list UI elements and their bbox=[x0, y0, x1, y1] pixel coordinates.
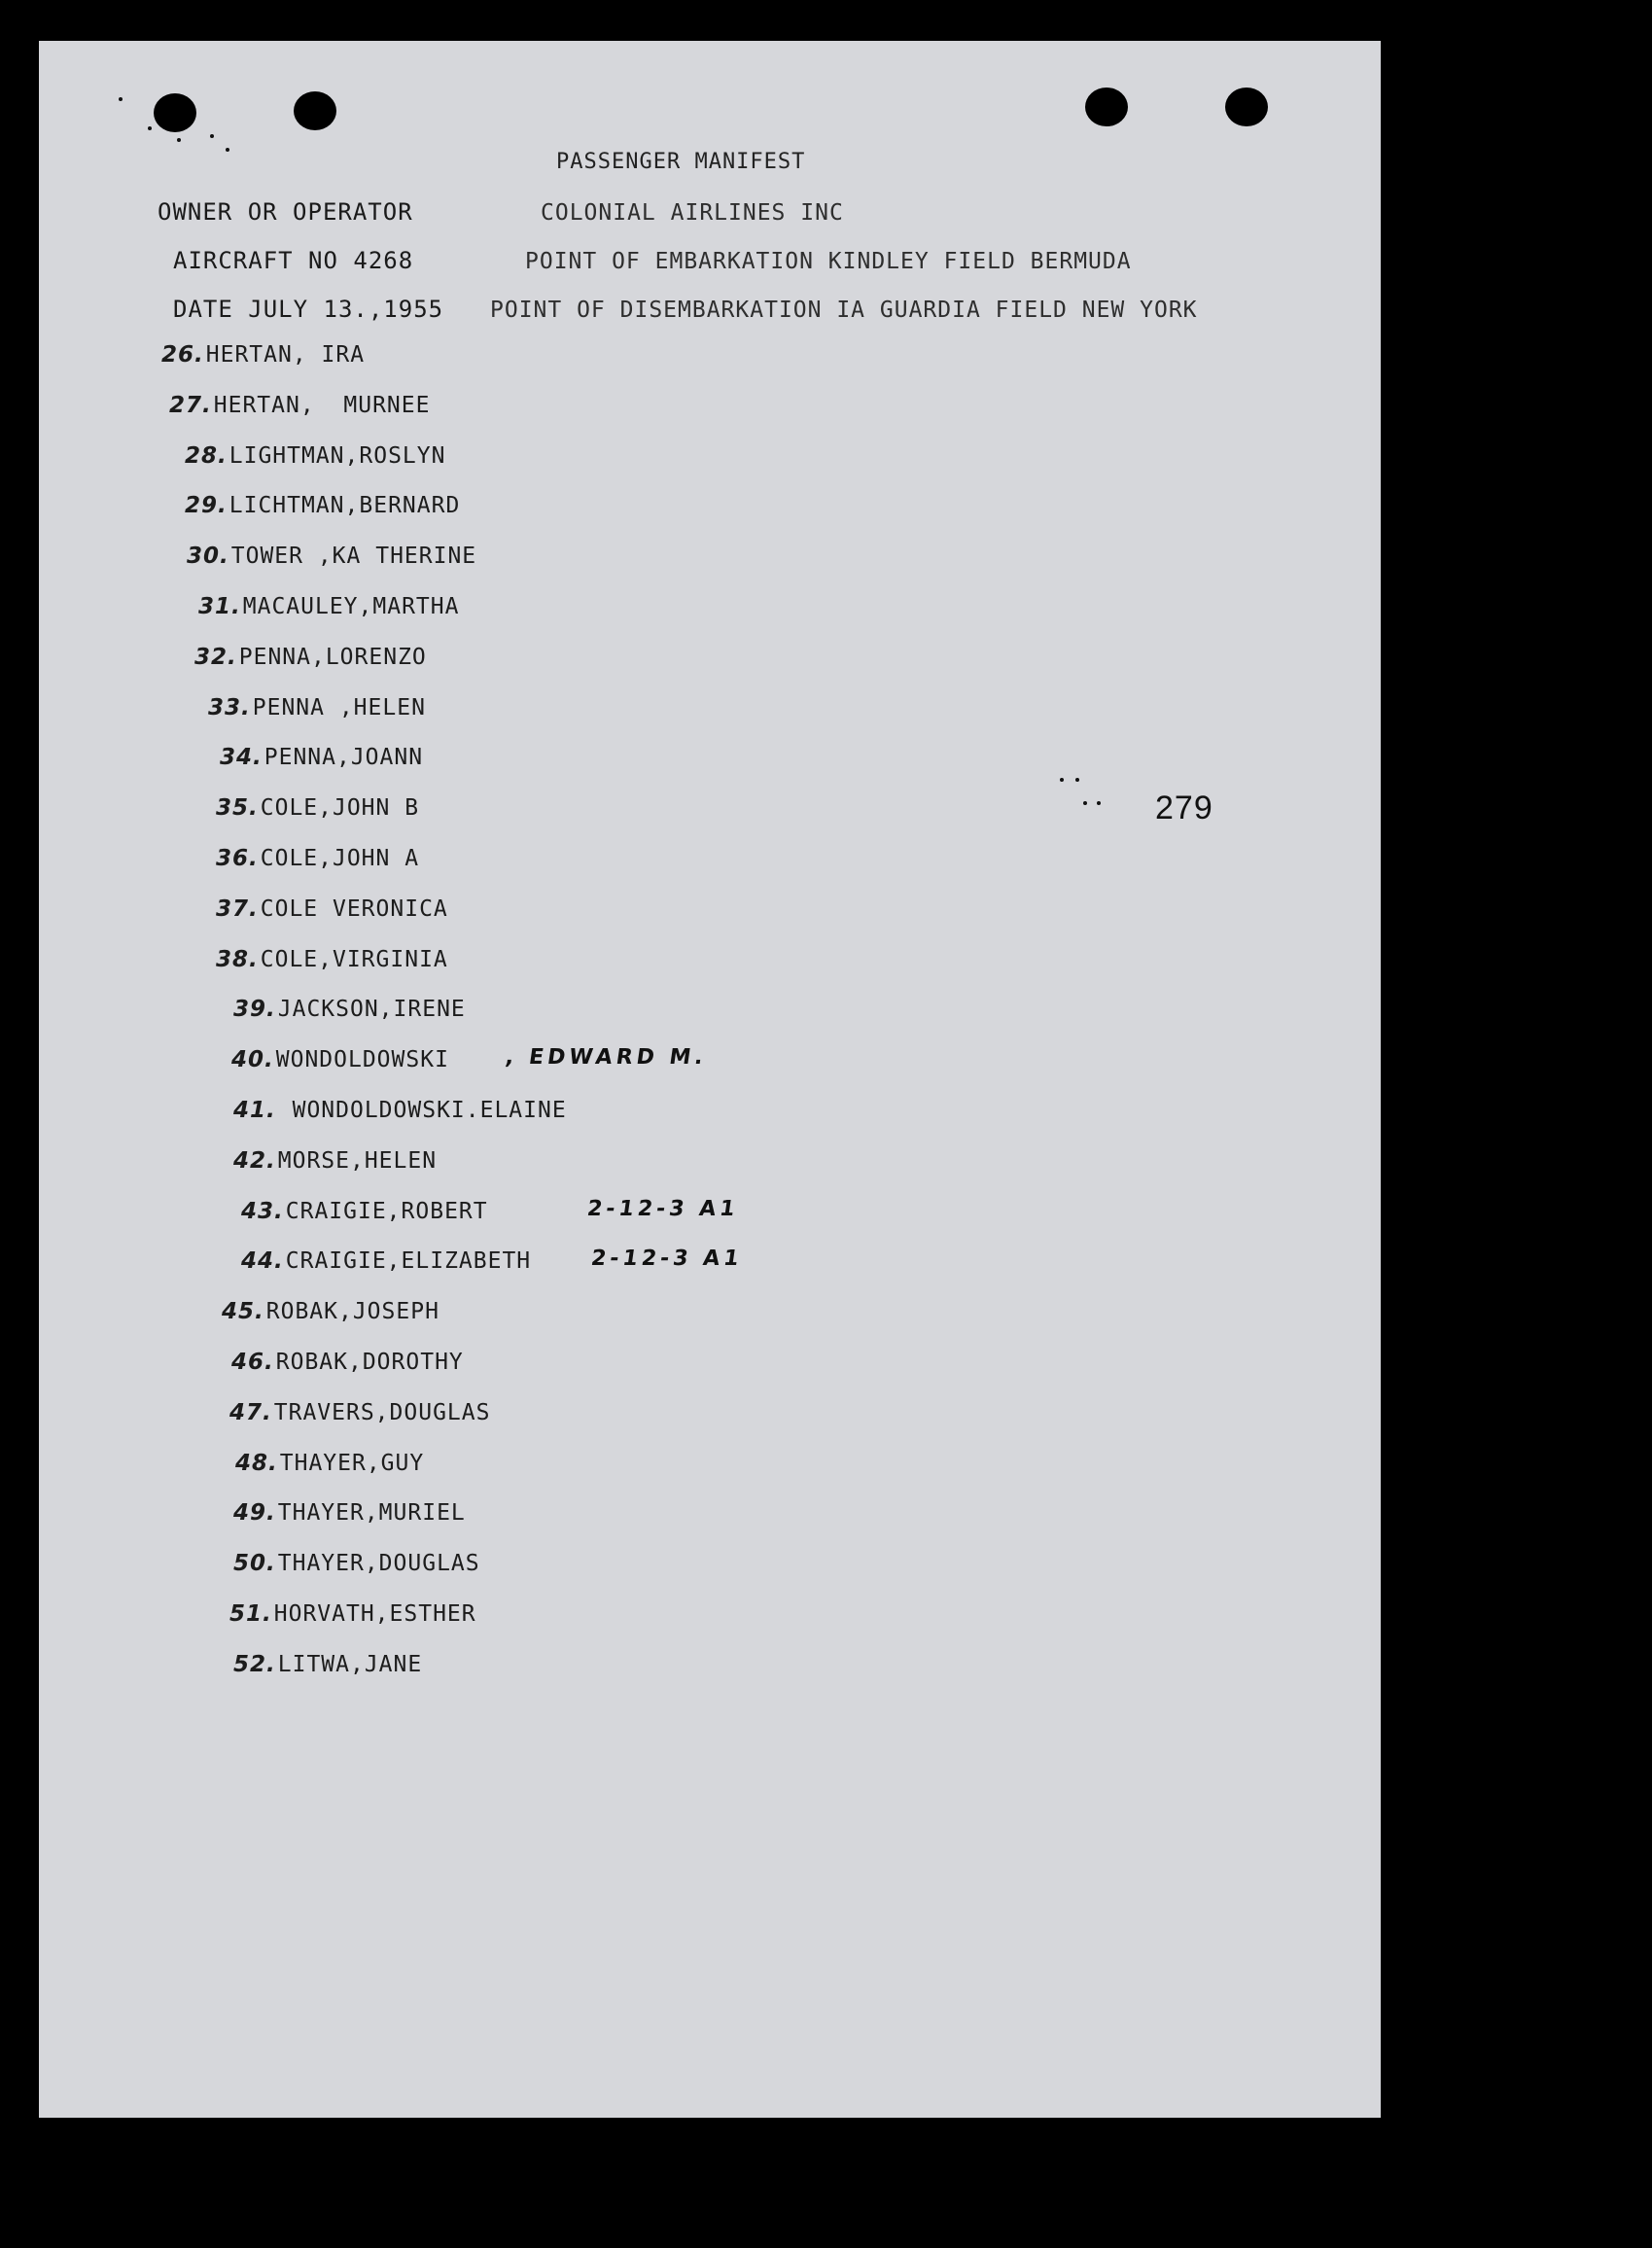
passenger-name: THAYER,GUY bbox=[279, 1450, 425, 1476]
passenger-number: 28. bbox=[185, 442, 228, 469]
passenger-name: THAYER,MURIEL bbox=[277, 1500, 466, 1527]
ink-speck bbox=[1097, 801, 1101, 805]
ink-speck bbox=[177, 138, 181, 142]
ink-speck bbox=[1083, 801, 1087, 805]
passenger-row bbox=[233, 1652, 422, 1677]
handwritten-annotation: 2-12-3 A1 bbox=[589, 1247, 745, 1272]
passenger-number: 49. bbox=[233, 1500, 276, 1527]
passenger-name: LICHTMAN,BERNARD bbox=[228, 493, 461, 519]
passenger-name: TRAVERS,DOUGLAS bbox=[273, 1399, 491, 1425]
ink-speck bbox=[210, 134, 214, 138]
passenger-number: 44. bbox=[241, 1248, 284, 1275]
passenger-number: 35. bbox=[216, 795, 259, 822]
passenger-row bbox=[231, 1350, 464, 1375]
passenger-name: COLE VERONICA bbox=[260, 896, 448, 922]
passenger-row bbox=[194, 645, 427, 670]
passenger-name: MACAULEY,MARTHA bbox=[242, 594, 460, 619]
passenger-row bbox=[187, 544, 476, 569]
passenger-number: 52. bbox=[233, 1651, 276, 1677]
passenger-row bbox=[216, 947, 448, 972]
passenger-number: 50. bbox=[233, 1551, 276, 1577]
punch-hole bbox=[1225, 88, 1268, 126]
passenger-row bbox=[233, 1500, 466, 1526]
passenger-number: 33. bbox=[208, 694, 251, 720]
passenger-name: THAYER,DOUGLAS bbox=[277, 1551, 480, 1577]
passenger-number: 45. bbox=[222, 1299, 264, 1325]
passenger-row bbox=[208, 695, 426, 720]
punch-hole bbox=[154, 93, 196, 132]
passenger-row bbox=[229, 1601, 476, 1627]
passenger-row bbox=[185, 493, 460, 518]
passenger-name: CRAIGIE,ROBERT bbox=[285, 1198, 488, 1224]
passenger-number: 34. bbox=[220, 745, 263, 771]
passenger-row bbox=[216, 896, 448, 922]
passenger-number: 40. bbox=[231, 1047, 274, 1073]
passenger-name: HORVATH,ESTHER bbox=[273, 1601, 476, 1627]
punch-hole bbox=[294, 91, 336, 130]
passenger-name: PENNA,JOANN bbox=[264, 745, 424, 771]
passenger-row bbox=[198, 594, 459, 619]
passenger-number: 46. bbox=[231, 1350, 274, 1375]
passenger-name: MORSE,HELEN bbox=[277, 1147, 438, 1174]
passenger-row bbox=[235, 1451, 424, 1476]
passenger-number: 37. bbox=[216, 896, 259, 922]
passenger-number: 39. bbox=[233, 997, 276, 1023]
passenger-number: 26. bbox=[161, 342, 204, 368]
passenger-number: 43. bbox=[241, 1198, 284, 1224]
passenger-row bbox=[216, 795, 419, 821]
passenger-number: 42. bbox=[233, 1147, 276, 1174]
passenger-name: HERTAN, MURNEE bbox=[213, 392, 431, 418]
passenger-number: 51. bbox=[229, 1601, 272, 1627]
handwritten-annotation: , EDWARD M. bbox=[504, 1045, 709, 1071]
passenger-row bbox=[222, 1299, 439, 1324]
passenger-number: 29. bbox=[185, 493, 228, 519]
passenger-number: 27. bbox=[169, 392, 212, 418]
passenger-row bbox=[161, 342, 365, 368]
passenger-name: LITWA,JANE bbox=[277, 1651, 423, 1677]
ink-speck bbox=[226, 148, 229, 152]
passenger-row bbox=[229, 1400, 490, 1425]
passenger-number: 32. bbox=[194, 644, 237, 670]
date-label: DATE JULY 13.,1955 bbox=[173, 296, 444, 323]
passenger-row bbox=[216, 846, 419, 871]
passenger-row bbox=[231, 1047, 449, 1072]
passenger-number: 47. bbox=[229, 1399, 272, 1425]
ink-speck bbox=[1060, 778, 1064, 782]
passenger-name: COLE,JOHN A bbox=[260, 846, 420, 871]
punch-hole bbox=[1085, 88, 1128, 126]
passenger-row bbox=[169, 393, 430, 418]
passenger-number: 36. bbox=[216, 846, 259, 871]
passenger-number: 48. bbox=[235, 1450, 278, 1476]
passenger-row bbox=[233, 1098, 567, 1123]
embarkation-value: POINT OF EMBARKATION KINDLEY FIELD BERMUDA bbox=[525, 249, 1132, 274]
passenger-name: PENNA,LORENZO bbox=[238, 644, 427, 670]
passenger-name: JACKSON,IRENE bbox=[277, 997, 466, 1023]
passenger-name: HERTAN, IRA bbox=[205, 342, 366, 368]
owner-label: OWNER OR OPERATOR bbox=[158, 198, 413, 226]
page-number: 279 bbox=[1155, 790, 1213, 826]
passenger-row bbox=[233, 1148, 437, 1174]
passenger-row bbox=[241, 1248, 531, 1274]
passenger-row bbox=[241, 1199, 488, 1224]
passenger-name: WONDOLDOWSKI.ELAINE bbox=[277, 1098, 567, 1123]
ink-speck bbox=[1075, 778, 1079, 782]
aircraft-label: AIRCRAFT NO 4268 bbox=[173, 247, 414, 274]
handwritten-annotation: 2-12-3 A1 bbox=[585, 1196, 741, 1221]
passenger-row bbox=[185, 443, 445, 469]
passenger-row bbox=[233, 1551, 480, 1576]
passenger-row bbox=[233, 997, 466, 1022]
passenger-name: LIGHTMAN,ROSLYN bbox=[228, 442, 446, 469]
ink-speck bbox=[148, 126, 152, 130]
passenger-name: ROBAK,DOROTHY bbox=[275, 1350, 464, 1375]
passenger-name: ROBAK,JOSEPH bbox=[265, 1299, 439, 1325]
passenger-number: 41. bbox=[233, 1098, 276, 1123]
passenger-name: WONDOLDOWSKI bbox=[275, 1047, 449, 1073]
ink-speck bbox=[119, 97, 123, 101]
passenger-name: COLE,VIRGINIA bbox=[260, 946, 448, 972]
owner-value: COLONIAL AIRLINES INC bbox=[541, 200, 844, 226]
passenger-row bbox=[220, 745, 423, 770]
passenger-number: 38. bbox=[216, 946, 259, 972]
passenger-name: TOWER ,KA THERINE bbox=[230, 544, 477, 570]
manifest-title: PASSENGER MANIFEST bbox=[556, 150, 806, 174]
passenger-name: COLE,JOHN B bbox=[260, 795, 420, 822]
passenger-name: CRAIGIE,ELIZABETH bbox=[285, 1248, 532, 1275]
disembarkation-value: POINT OF DISEMBARKATION IA GUARDIA FIELD NEW YORK bbox=[490, 298, 1198, 323]
passenger-number: 31. bbox=[198, 594, 241, 619]
passenger-number: 30. bbox=[187, 544, 229, 570]
passenger-name: PENNA ,HELEN bbox=[252, 694, 426, 720]
